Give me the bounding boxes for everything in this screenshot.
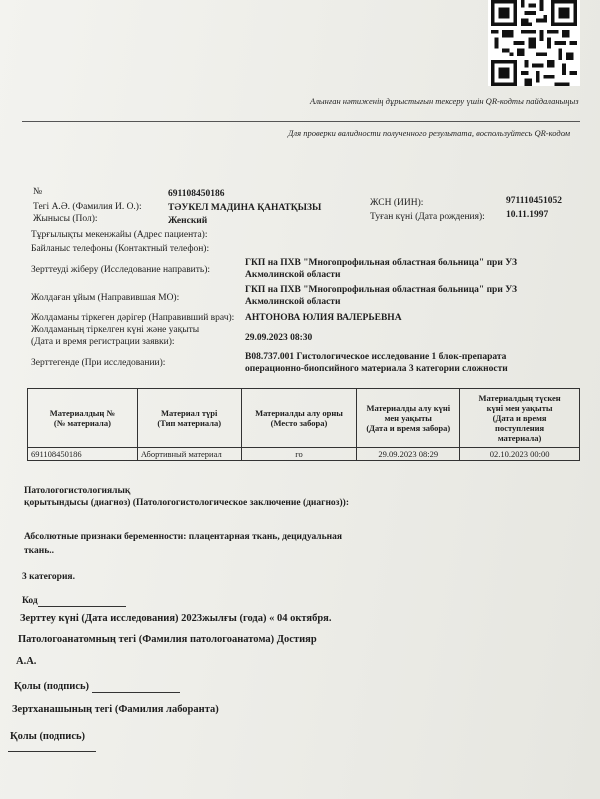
- mo-value-1: ГКП на ПХВ "Многопрофильная областная больница" при УЗ: [245, 285, 518, 295]
- diagnosis-text-1: Абсолютные признаки беременности: плацентарная ткань, децидуальная: [24, 532, 343, 542]
- dob-value: 10.11.1997: [506, 210, 549, 220]
- conclusion-label-2: қорытындысы (диагноз) (Патологогистологическое заключение (диагноз)):: [24, 498, 349, 508]
- mo-value-2: Акмолинской области: [245, 297, 341, 307]
- pathologist-line-1: Патологоанатомның тегі (Фамилия патологоанатома) Достияр: [18, 634, 317, 645]
- referral-label: Зерттеуді жіберу (Исследование направить):: [31, 265, 211, 275]
- dob-label: Туған күні (Дата рождения):: [370, 212, 485, 222]
- code-field: [22, 596, 126, 607]
- conclusion-label-1: Патологогистологиялық: [24, 486, 131, 496]
- study-value-1: B08.737.001 Гистологическое исследование 1 блок-препарата: [245, 352, 507, 362]
- number-value: 691108450186: [168, 189, 225, 199]
- th-receipt-date: Материалдың түскен күні мен уақыты (Дата и время поступления материала): [460, 389, 580, 448]
- category-text: 3 категория.: [22, 572, 75, 582]
- diagnosis-text-2: ткань..: [24, 546, 54, 556]
- header-divider: [22, 121, 580, 122]
- reg-value: 29.09.2023 08:30: [245, 333, 313, 343]
- referral-value-1: ГКП на ПХВ "Многопрофильная областная больница" при УЗ: [245, 258, 518, 268]
- pathologist-line-2: А.А.: [16, 656, 37, 667]
- cell-collection-date: 29.09.2023 08:29: [357, 448, 460, 461]
- sex-value: Женский: [168, 216, 208, 226]
- name-label: Тегі А.Ә. (Фамилия И. О.):: [33, 202, 142, 212]
- table-header-row: [28, 389, 580, 448]
- number-label: №: [33, 187, 43, 197]
- signature-field-1: [14, 680, 180, 693]
- study-value-2: операционно-биопсийного материала 3 категории сложности: [245, 364, 508, 374]
- qr-code: [488, 0, 580, 86]
- signature-line-1: [92, 682, 180, 693]
- lab-label: Зертханашының тегі (Фамилия лаборанта): [12, 704, 219, 715]
- signature-line-2: [8, 751, 96, 752]
- study-label: Зерттегенде (При исследовании):: [31, 358, 166, 368]
- code-line: [38, 596, 126, 607]
- th-collection-date: Материалды алу күні мен уақыты (Дата и время забора): [357, 389, 460, 448]
- cell-material-type: Абортивный материал: [137, 448, 241, 461]
- sex-label: Жынысы (Пол):: [33, 214, 98, 224]
- cell-material-number: 691108450186: [28, 448, 138, 461]
- reg-label-2: (Дата и время регистрации заявки):: [31, 337, 175, 347]
- code-label: Код: [22, 596, 38, 606]
- qr-code-graphic: [488, 0, 580, 86]
- doctor-label: Жолдаманы тіркеген дәрігер (Направивший врач):: [31, 313, 235, 323]
- material-table: [27, 388, 580, 461]
- doctor-value: АНТОНОВА ЮЛИЯ ВАЛЕРЬЕВНА: [245, 313, 402, 323]
- cell-receipt-date: 02.10.2023 00:00: [460, 448, 580, 461]
- iin-value: 971110451052: [506, 196, 562, 206]
- iin-label: ЖСН (ИИН):: [370, 198, 424, 208]
- reg-label-1: Жолдаманың тіркелген күні және уақыты: [31, 325, 200, 335]
- study-date-line: Зерттеу күні (Дата исследования) 2023жылғы (года) « 04 октября.: [20, 613, 332, 624]
- table-row: [28, 448, 580, 461]
- referral-value-2: Акмолинской области: [245, 270, 341, 280]
- qr-note-kz: Алынған нәтиженің дұрыстығын тексеру үшін QR-кодты пайдаланыңыз: [310, 96, 579, 106]
- signature-label-1: Қолы (подпись): [14, 681, 90, 692]
- name-value: ТӘУКЕЛ МАДИНА ҚАНАТҚЫЗЫ: [168, 203, 322, 213]
- phone-label: Байланыс телефоны (Контактный телефон):: [31, 244, 210, 254]
- mo-label: Жолдаған ұйым (Направившая МО):: [31, 293, 180, 303]
- th-material-number: Материалдың № (№ материала): [28, 389, 138, 448]
- signature-label-2: Қолы (подпись): [10, 731, 86, 742]
- qr-note-ru: Для проверки валидности полученного результата, воспользуйтесь QR-кодом: [288, 128, 571, 138]
- th-material-type: Материал түрі (Тип материала): [137, 389, 241, 448]
- th-collection-site: Материалды алу орны (Место забора): [241, 389, 357, 448]
- address-label: Тұрғылықты мекенжайы (Адрес пациента):: [31, 230, 208, 240]
- cell-collection-site: го: [241, 448, 357, 461]
